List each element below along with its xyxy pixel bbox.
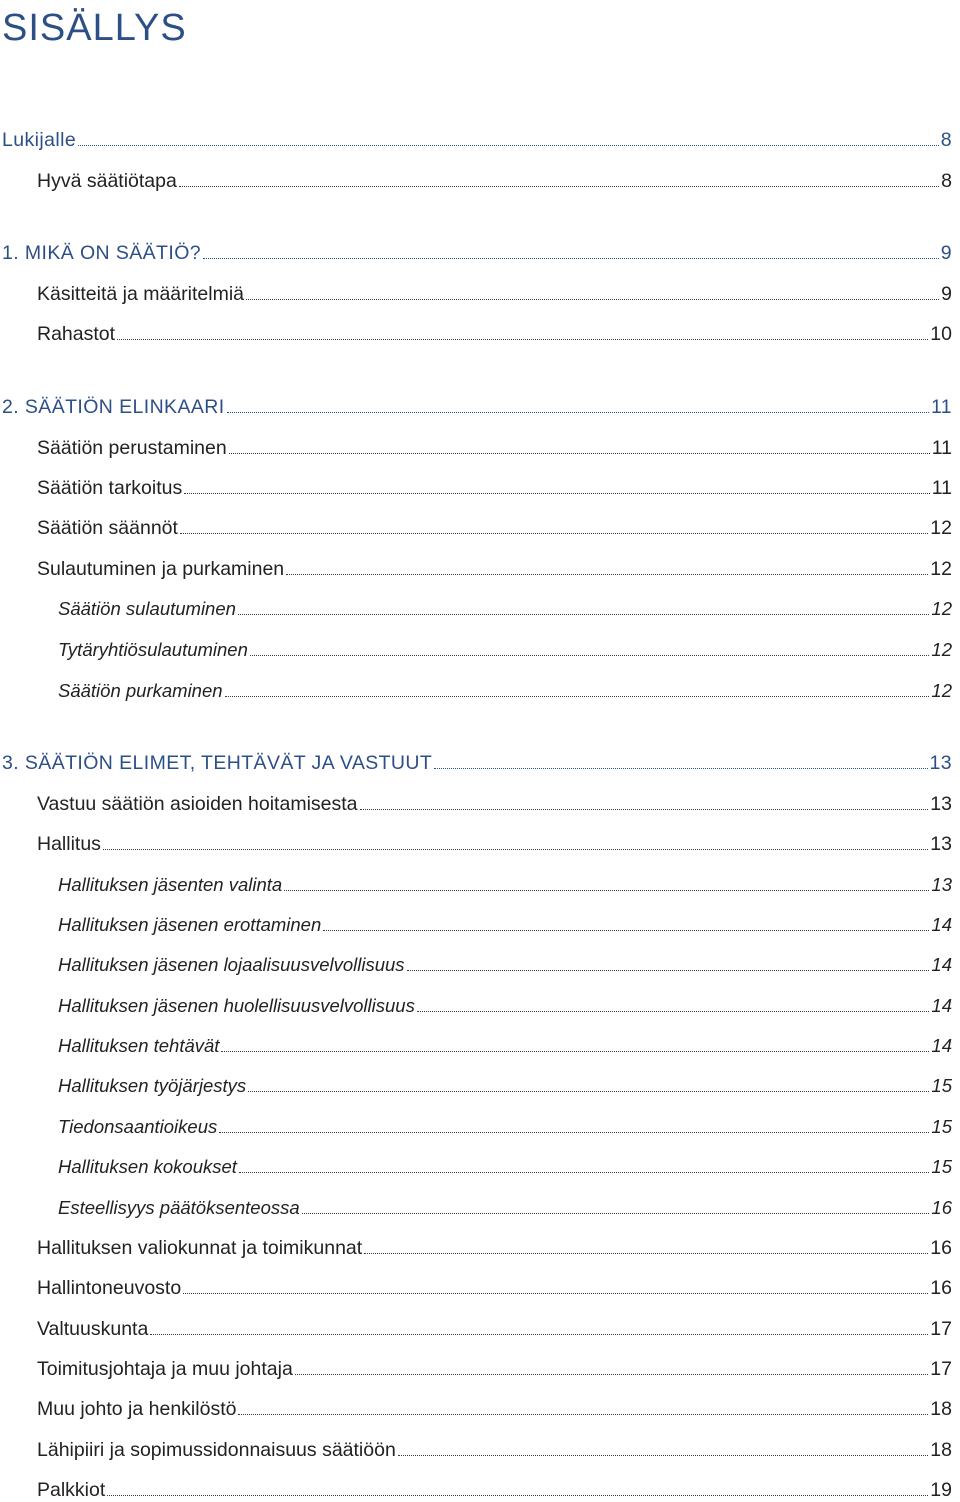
toc-page-number: 17 xyxy=(930,1318,952,1340)
toc-subsection-entry[interactable] xyxy=(0,1068,960,1098)
toc-entry-label: Hallituksen jäsenten valinta xyxy=(58,874,283,895)
toc-page-number: 12 xyxy=(931,639,952,660)
toc-entry-label: Toimitusjohtaja ja muu johtaja xyxy=(37,1358,293,1380)
toc-entry-label: Esteellisyys päätöksenteossa xyxy=(58,1197,300,1218)
toc-page-number: 18 xyxy=(930,1398,952,1420)
toc-entry-label: Säätiön perustaminen xyxy=(37,437,227,459)
toc-entry-label: Lähipiiri ja sopimussidonnaisuus säätiöön xyxy=(37,1439,396,1461)
toc-entry-label: Lukijalle xyxy=(2,129,77,151)
toc-entry-label: Palkkiot xyxy=(37,1479,106,1501)
dot-leader xyxy=(323,930,929,931)
toc-entry-label: Sulautuminen ja purkaminen xyxy=(37,558,285,580)
toc-page-number: 8 xyxy=(940,129,952,151)
toc-page-number: 12 xyxy=(930,558,952,580)
toc-page-number: 15 xyxy=(931,1156,952,1177)
toc-page-number: 13 xyxy=(929,752,952,774)
toc-entry-label: Säätiön säännöt xyxy=(37,517,178,539)
toc-entry-label: Käsitteitä ja määritelmiä xyxy=(37,283,244,305)
dot-leader xyxy=(221,1051,929,1052)
toc-entry-label: Hallitus xyxy=(37,833,101,855)
toc-section-entry[interactable] xyxy=(0,551,960,581)
toc-subsection-entry[interactable] xyxy=(0,1190,960,1220)
toc-entry-label: Vastuu säätiön asioiden hoitamisesta xyxy=(37,793,358,815)
toc-page-number: 13 xyxy=(930,793,952,815)
toc-entry-label: Hallituksen kokoukset xyxy=(58,1156,237,1177)
toc-entry-label: Hyvä säätiötapa xyxy=(37,170,177,192)
toc-page-number: 8 xyxy=(941,170,952,192)
toc-entry-label: Hallituksen jäsenen erottaminen xyxy=(58,914,322,935)
toc-entry-label: Hallituksen valiokunnat ja toimikunnat xyxy=(37,1237,363,1259)
toc-subsection-entry[interactable] xyxy=(0,1149,960,1179)
toc-page-number: 12 xyxy=(931,680,952,701)
toc-section-entry[interactable] xyxy=(0,1391,960,1421)
dot-leader xyxy=(179,186,939,187)
toc-page-number: 15 xyxy=(931,1075,952,1096)
toc-subsection-entry[interactable] xyxy=(0,947,960,977)
toc-page-number: 14 xyxy=(931,954,952,975)
toc-page-number: 13 xyxy=(930,833,952,855)
toc-page-number: 12 xyxy=(931,598,952,619)
toc-page-number: 11 xyxy=(930,396,952,418)
toc-subsection-entry[interactable] xyxy=(0,988,960,1018)
toc-subsection-entry[interactable] xyxy=(0,867,960,897)
dot-leader xyxy=(360,809,929,810)
toc-entry-label: Hallituksen työjärjestys xyxy=(58,1075,247,1096)
toc-section-entry[interactable] xyxy=(0,316,960,346)
toc-entry-label: Säätiön sulautuminen xyxy=(58,598,236,619)
dot-leader xyxy=(246,299,939,300)
toc-chapter-entry[interactable] xyxy=(0,122,960,152)
toc-section-entry[interactable] xyxy=(0,1472,960,1502)
toc-entry-label: Hallintoneuvosto xyxy=(37,1277,182,1299)
dot-leader xyxy=(78,145,939,146)
toc-subsection-entry[interactable] xyxy=(0,591,960,621)
toc-chapter-entry[interactable] xyxy=(0,389,960,419)
toc-page-number: 17 xyxy=(930,1358,952,1380)
dot-leader xyxy=(203,258,939,259)
toc-subsection-entry[interactable] xyxy=(0,1028,960,1058)
dot-leader xyxy=(227,412,929,413)
toc-page-number: 15 xyxy=(931,1116,952,1137)
toc-page-number: 13 xyxy=(931,874,952,895)
toc-section-entry[interactable] xyxy=(0,1270,960,1300)
toc-page-number: 9 xyxy=(940,242,952,264)
dot-leader xyxy=(183,1293,928,1294)
toc-entry-label: Rahastot xyxy=(37,323,116,345)
toc-page-number: 19 xyxy=(930,1479,952,1501)
toc-page-number: 14 xyxy=(931,1035,952,1056)
toc-entry-label: 2. SÄÄTIÖN ELINKAARI xyxy=(2,396,225,418)
dot-leader xyxy=(250,655,930,656)
toc-section-entry[interactable] xyxy=(0,786,960,816)
dot-leader xyxy=(398,1455,928,1456)
toc-section-entry[interactable] xyxy=(0,1432,960,1462)
toc-page-number: 18 xyxy=(930,1439,952,1461)
toc-page-number: 16 xyxy=(931,1197,952,1218)
toc-section-entry[interactable] xyxy=(0,826,960,856)
toc-entry-label: 3. SÄÄTIÖN ELIMET, TEHTÄVÄT JA VASTUUT xyxy=(2,752,433,774)
toc-section-entry[interactable] xyxy=(0,1230,960,1260)
toc-chapter-entry[interactable] xyxy=(0,235,960,265)
toc-entry-label: Säätiön tarkoitus xyxy=(37,477,183,499)
dot-leader xyxy=(434,768,927,769)
dot-leader xyxy=(248,1091,929,1092)
dot-leader xyxy=(103,849,928,850)
page-title: SISÄLLYS xyxy=(2,7,187,49)
dot-leader xyxy=(184,493,929,494)
toc-entry-label: 1. MIKÄ ON SÄÄTIÖ? xyxy=(2,242,202,264)
toc-page-number: 10 xyxy=(930,323,952,345)
toc-entry-label: Hallituksen jäsenen huolellisuusvelvollisuus xyxy=(58,995,415,1016)
toc-entry-label: Säätiön purkaminen xyxy=(58,680,223,701)
toc-entry-label: Valtuuskunta xyxy=(37,1318,149,1340)
toc-page-number: 11 xyxy=(931,477,952,499)
dot-leader xyxy=(417,1011,930,1012)
toc-entry-label: Hallituksen jäsenen lojaalisuusvelvollisuus xyxy=(58,954,405,975)
toc-subsection-entry[interactable] xyxy=(0,673,960,703)
toc-page-number: 12 xyxy=(930,517,952,539)
dot-leader xyxy=(407,970,930,971)
toc-subsection-entry[interactable] xyxy=(0,1109,960,1139)
toc-section-entry[interactable] xyxy=(0,430,960,460)
toc-chapter-entry[interactable] xyxy=(0,745,960,775)
toc-page-number: 11 xyxy=(931,437,952,459)
toc-page-number: 14 xyxy=(931,914,952,935)
toc-subsection-entry[interactable] xyxy=(0,632,960,662)
dot-leader xyxy=(238,614,929,615)
dot-leader xyxy=(364,1253,928,1254)
toc-entry-label: Muu johto ja henkilöstö xyxy=(37,1398,237,1420)
toc-page-number: 14 xyxy=(931,995,952,1016)
toc-section-entry[interactable] xyxy=(0,163,960,193)
dot-leader xyxy=(229,453,930,454)
toc-page-number: 16 xyxy=(930,1277,952,1299)
dot-leader xyxy=(286,574,928,575)
dot-leader xyxy=(117,339,928,340)
toc-section-entry[interactable] xyxy=(0,470,960,500)
dot-leader xyxy=(107,1495,928,1496)
toc-section-entry[interactable] xyxy=(0,1351,960,1381)
dot-leader xyxy=(219,1132,929,1133)
dot-leader xyxy=(284,890,929,891)
toc-page-number: 16 xyxy=(930,1237,952,1259)
dot-leader xyxy=(150,1334,928,1335)
toc-entry-label: Tytäryhtiösulautuminen xyxy=(58,639,248,660)
toc-page-number: 9 xyxy=(941,283,952,305)
dot-leader xyxy=(239,1172,930,1173)
toc-section-entry[interactable] xyxy=(0,1311,960,1341)
dot-leader xyxy=(238,1414,928,1415)
toc-section-entry[interactable] xyxy=(0,510,960,540)
dot-leader xyxy=(302,1213,930,1214)
toc-entry-label: Hallituksen tehtävät xyxy=(58,1035,220,1056)
dot-leader xyxy=(295,1374,928,1375)
toc-subsection-entry[interactable] xyxy=(0,907,960,937)
dot-leader xyxy=(225,696,930,697)
dot-leader xyxy=(180,533,928,534)
toc-section-entry[interactable] xyxy=(0,276,960,306)
toc-entry-label: Tiedonsaantioikeus xyxy=(58,1116,218,1137)
